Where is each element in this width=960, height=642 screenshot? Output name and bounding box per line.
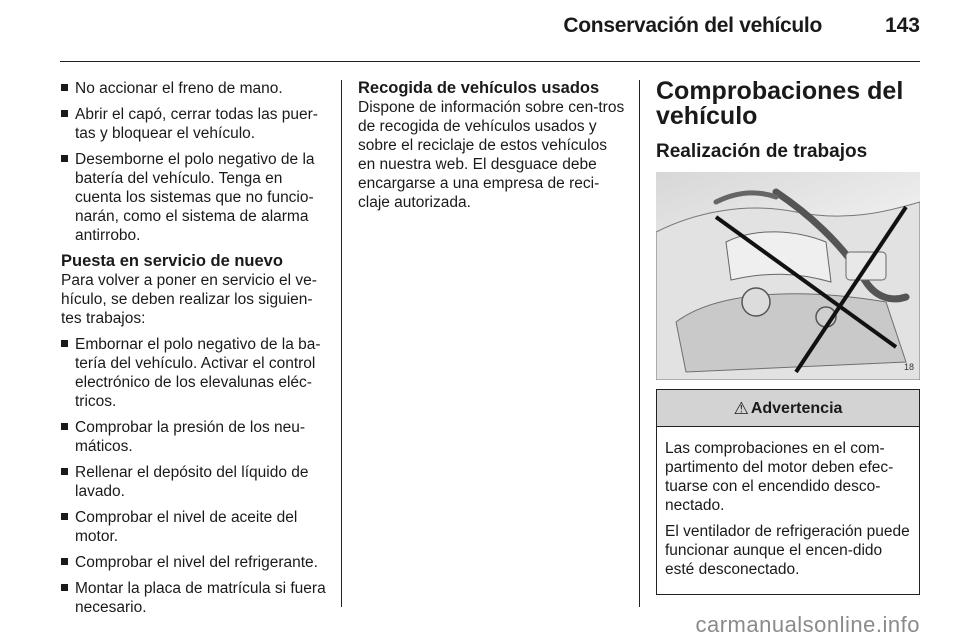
list-item: Abrir el capó, cerrar todas las puer-tas y bloquear el vehículo. [61,105,328,143]
warning-paragraph: El ventilador de refrigeración puede funcionar aunque el encen-dido esté desconectado. [665,523,910,578]
left-column [61,79,328,624]
middle-column [358,79,626,212]
header-divider [60,61,920,62]
bullet-square-icon [61,513,68,520]
list-item: Rellenar el depósito del líquido de lavado. [61,463,328,501]
list-item: Comprobar el nivel de aceite del motor. [61,508,328,546]
column-divider [639,80,640,607]
warning-body [657,427,919,594]
bullet-square-icon [61,468,68,475]
warning-title: Advertencia [750,399,843,417]
bullet-square-icon [61,155,68,162]
watermark: carmanualsonline.info [695,612,920,637]
list-item: Comprobar el nivel del refrigerante. [61,553,328,572]
list-item: Comprobar la presión de los neu-máticos. [61,418,328,456]
chapter-heading: Comprobaciones del vehículo [656,77,904,130]
bullet-square-icon [61,84,68,91]
page-number: 143 [884,14,920,37]
bullet-square-icon [61,558,68,565]
section-heading: Realización de trabajos [656,141,868,162]
bullet-list [61,79,328,245]
bullet-square-icon [61,110,68,117]
column-divider [341,80,342,607]
list-item: Embornar el polo negativo de la ba-tería del vehículo. Activar el control electrónico de los elevalunas eléc-tricos. [61,335,328,411]
warning-triangle-icon: ⚠ [733,398,749,418]
bullet-square-icon [61,423,68,430]
list-item: Desemborne el polo negativo de la batería del vehículo. Tenga en cuenta los sistemas que no funcio-narán, como el sistema de alarma antirrobo. [61,150,328,245]
section-heading: Recogida de vehículos usados [358,79,600,97]
warning-paragraph: Las comprobaciones en el com-partimento del motor deben efec-tuarse con el encendido desco-nectado. [665,440,894,514]
list-item: No accionar el freno de mano. [61,79,328,98]
body-paragraph: Para volver a poner en servicio el ve-hículo, se deben realizar los siguien-tes trabajos: [61,272,317,327]
bullet-square-icon [61,340,68,347]
bullet-square-icon [61,584,68,591]
right-column [656,79,920,595]
body-paragraph: Dispone de información sobre cen-tros de recogida de vehículos usados y sobre el reciclaje de estos vehículos en nuestra web. El desguace debe encargarse a una empresa de reci-claje autorizada. [358,99,625,211]
warning-header [657,390,919,427]
engine-bay-illustration [656,172,920,380]
list-item: Montar la placa de matrícula si fuera necesario. [61,579,328,617]
bullet-list [61,335,328,617]
warning-box [656,389,920,595]
page-title: Conservación del vehículo [563,14,822,37]
section-heading: Puesta en servicio de nuevo [61,252,283,270]
figure-number: 18 [903,362,914,372]
